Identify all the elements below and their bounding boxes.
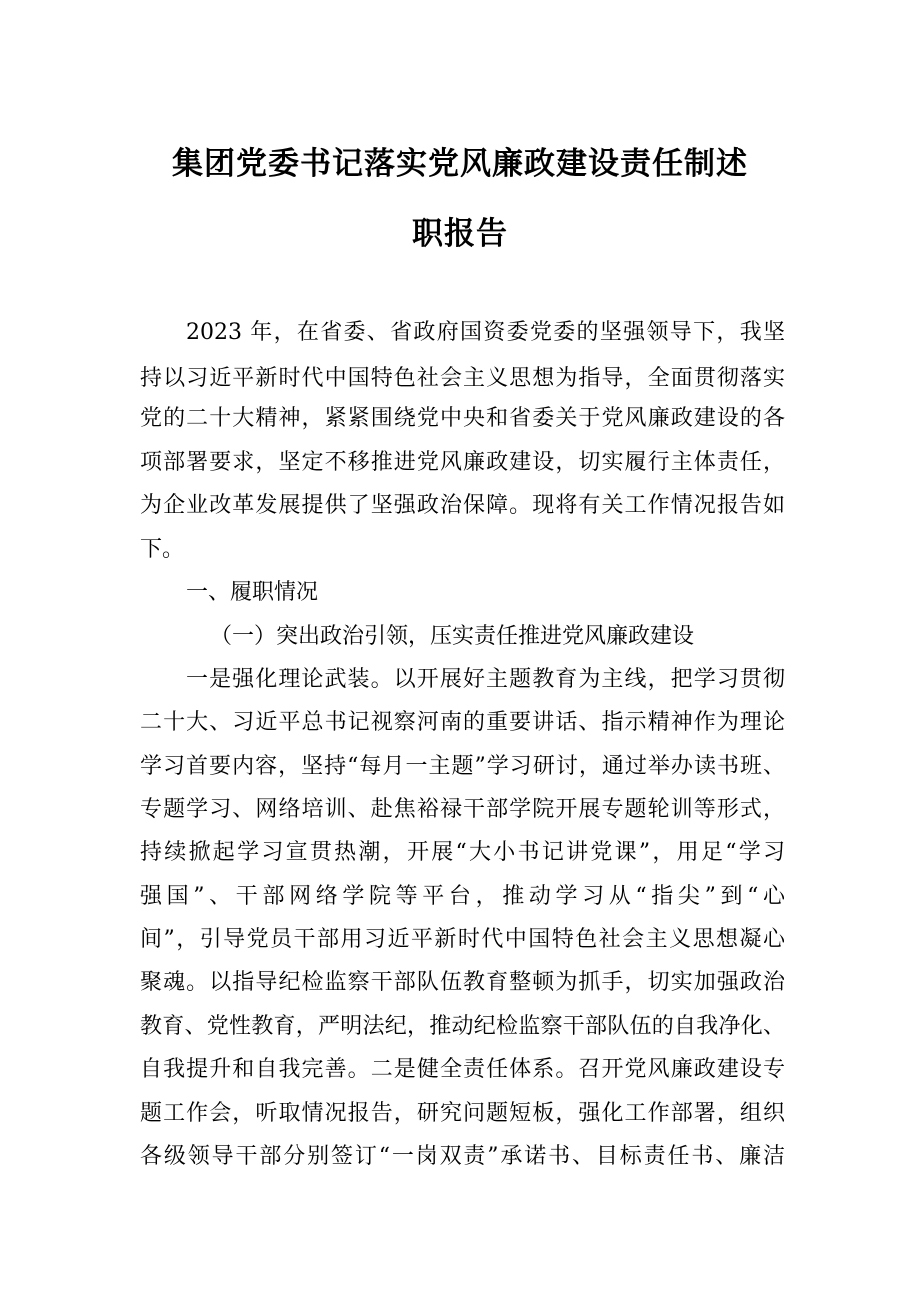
intro-line-5: 为企业改革发展提供了坚强政治保障。现将有关工作情况报告如 [140, 493, 785, 518]
body-line-5: 持续掀起学习宣贯热潮，开展“大小书记讲党课”，用足“学习 [140, 840, 785, 865]
intro-line-6: 下。 [140, 537, 185, 562]
body-line-8: 聚魂。以指导纪检监察干部队伍教育整顿为抓手，切实加强政治 [140, 970, 785, 995]
body-line-9: 教育、党性教育，严明法纪，推动纪检监察干部队伍的自我净化、 [140, 1014, 785, 1039]
body-line-11: 题工作会，听取情况报告，研究问题短板，强化工作部署，组织 [140, 1101, 785, 1126]
body-line-7: 间”，引导党员干部用习近平新时代中国特色社会主义思想凝心 [140, 927, 785, 952]
body-line-3: 学习首要内容，坚持“每月一主题”学习研讨，通过举办读书班、 [140, 754, 785, 779]
document-title-line-2: 职报告 [412, 216, 508, 252]
body-line-6: 强国”、干部网络学院等平台，推动学习从“指尖”到“心 [140, 884, 785, 909]
document-title-line-1: 集团党委书记落实党风廉政建设责任制述 [172, 146, 748, 182]
intro-line-1: 2023 年，在省委、省政府国资委党委的坚强领导下，我坚 [186, 320, 785, 345]
body-line-12: 各级领导干部分别签订“一岗双责”承诺书、目标责任书、廉洁 [140, 1144, 785, 1169]
body-line-10: 自我提升和自我完善。二是健全责任体系。召开党风廉政建设专 [140, 1057, 785, 1082]
intro-line-3: 党的二十大精神，紧紧围绕党中央和省委关于党风廉政建设的各 [140, 406, 785, 431]
subsection-heading: （一）突出政治引领，压实责任推进党风廉政建设 [210, 624, 695, 649]
intro-line-4: 项部署要求，坚定不移推进党风廉政建设，切实履行主体责任， [140, 450, 785, 475]
section-heading: 一、履职情况 [186, 580, 319, 605]
body-line-2: 二十大、习近平总书记视察河南的重要讲话、指示精神作为理论 [140, 710, 785, 735]
intro-line-2: 持以习近平新时代中国特色社会主义思想为指导，全面贯彻落实 [140, 366, 785, 391]
body-line-1: 一是强化理论武装。以开展好主题教育为主线，把学习贯彻 [186, 667, 785, 692]
body-line-4: 专题学习、网络培训、赴焦裕禄干部学院开展专题轮训等形式， [140, 797, 785, 822]
